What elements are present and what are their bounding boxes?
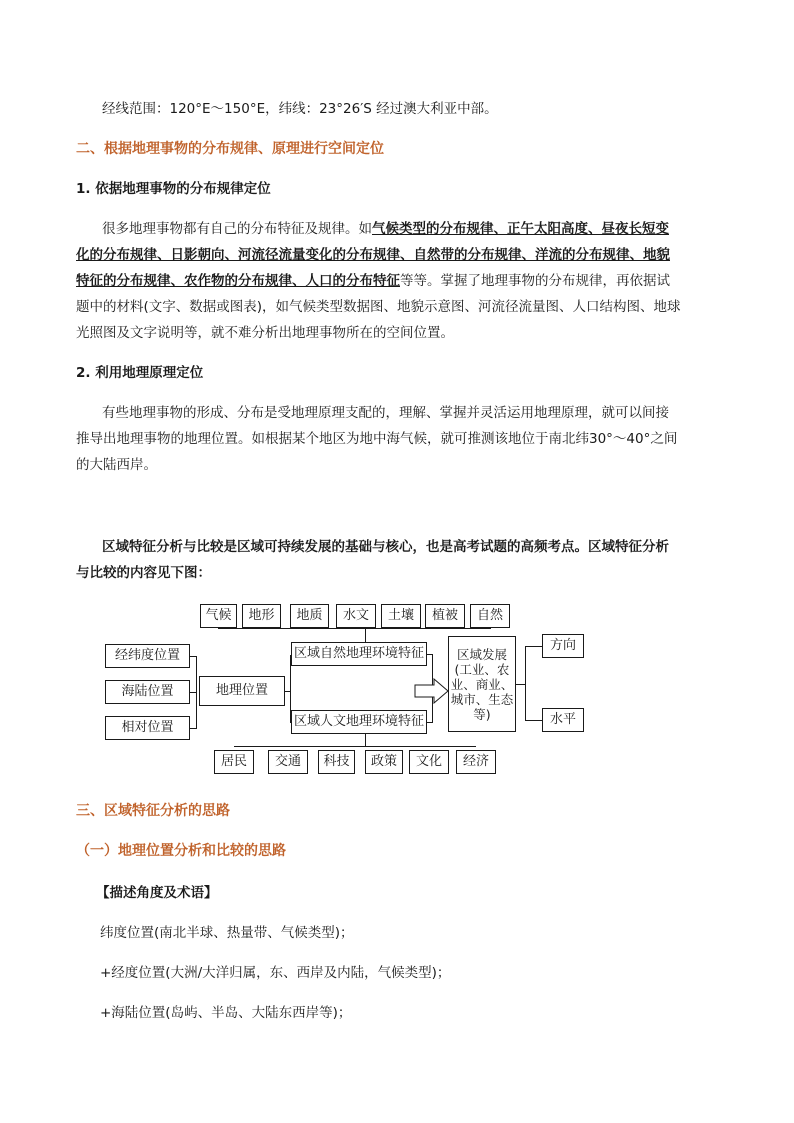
box-lat-long-position: 经纬度位置 [105, 644, 190, 668]
para1-line-3-text: 等等。掌握了地理事物的分布规律，再依据试 [400, 273, 670, 289]
box-climate: 气候 [200, 604, 237, 628]
para1-line-3-emphasis: 特征的分布规律、农作物的分布规律、人口的分布特征 [76, 273, 400, 289]
box-geographic-position: 地理位置 [199, 676, 285, 706]
box-relative-position: 相对位置 [105, 716, 190, 740]
para1-line-3 [76, 268, 724, 294]
subsection-1-title: 1. 依据地理事物的分布规律定位 [76, 181, 271, 197]
development-line-5: 等) [473, 706, 491, 722]
para1-line-2-emphasis: 化的分布规律、日影朝向、河流径流量变化的分布规律、自然带的分布规律、洋流的分布规律、地貌 [76, 247, 670, 263]
development-title: 区域发展 [456, 646, 507, 662]
para2-line-3: 的大陆西岸。 [76, 457, 157, 473]
box-geology: 地质 [290, 604, 329, 628]
box-culture: 文化 [409, 750, 449, 774]
development-line-2: (工业、农 [454, 661, 510, 677]
para1-line-4: 题中的材料(文字、数据或图表)，如气候类型数据图、地貌示意图、河流径流量图、人口结构图、地球 [76, 299, 681, 315]
dev-bracket [525, 646, 526, 721]
intro-line-2: 与比较的内容见下图： [76, 565, 211, 581]
box-technology: 科技 [318, 750, 355, 774]
left-bracket [196, 656, 197, 729]
para2-line-2: 推导出地理事物的地理位置。如根据某个地区为地中海气候，就可推测该地位于南北纬30°～40°之间 [76, 431, 678, 447]
para1-line-1 [76, 216, 724, 242]
section-2-title: 二、根据地理事物的分布规律、原理进行空间定位 [76, 141, 384, 157]
box-economy: 经济 [456, 750, 496, 774]
box-human-environment: 区域人文地理环境特征 [291, 710, 427, 734]
dev-link-direction [525, 646, 542, 647]
box-landform: 地形 [242, 604, 281, 628]
box-vegetation: 植被 [425, 604, 465, 628]
top-connector-drop [365, 628, 366, 642]
list-item-longitude: +经度位置(大洲/大洋归属，东、西岸及内陆，气候类型)； [100, 965, 451, 981]
box-residents: 居民 [214, 750, 254, 774]
para1-line-5: 光照图及文字说明等，就不难分析出地理事物所在的空间位置。 [76, 325, 454, 341]
list-item-land-sea: +海陆位置(岛屿、半岛、大陆东西岸等)； [100, 1005, 352, 1021]
box-level: 水平 [542, 708, 584, 732]
box-regional-development [448, 636, 516, 732]
box-direction: 方向 [542, 634, 584, 658]
section-3-title: 三、区域特征分析的思路 [76, 803, 230, 819]
para1-line-2 [76, 242, 724, 268]
subsection-3-title: （一）地理位置分析和比较的思路 [76, 843, 286, 859]
subsection-2-title: 2. 利用地理原理定位 [76, 365, 204, 381]
description-terms-title: 【描述角度及术语】 [96, 885, 218, 901]
para1-line-1-text: 很多地理事物都有自己的分布特征及规律。如 [102, 221, 372, 237]
box-policy: 政策 [365, 750, 403, 774]
box-hydrology: 水文 [336, 604, 376, 628]
box-land-sea-position: 海陆位置 [105, 680, 190, 704]
longitude-range-text: 经线范围：120°E～150°E，纬线：23°26′S 经过澳大利亚中部。 [102, 101, 498, 117]
paragraph-region-analysis-intro [76, 534, 724, 586]
box-soil: 土壤 [381, 604, 421, 628]
list-item-latitude: 纬度位置(南北半球、热量带、气候类型)； [100, 925, 354, 941]
arrow-right-icon [414, 678, 450, 704]
top-connector [218, 628, 491, 629]
paragraph-geo-principles [76, 400, 724, 478]
development-line-4: 城市、生态 [450, 691, 514, 707]
bottom-connector-rise [365, 734, 366, 746]
paragraph-distribution-rules [76, 216, 724, 346]
box-nature: 自然 [470, 604, 510, 628]
dev-link-level [525, 720, 542, 721]
bottom-connector [234, 746, 476, 747]
box-natural-environment: 区域自然地理环境特征 [291, 642, 427, 666]
para2-line-1: 有些地理事物的形成、分布是受地理原理支配的，理解、掌握并灵活运用地理原理，就可以间接 [102, 405, 669, 421]
para1-line-1-emphasis: 气候类型的分布规律、正午太阳高度、昼夜长短变 [372, 221, 669, 237]
intro-line-1: 区域特征分析与比较是区域可持续发展的基础与核心，也是高考试题的高频考点。区域特征分析 [102, 539, 669, 555]
development-line-3: 业、商业、 [450, 676, 514, 692]
box-transportation: 交通 [268, 750, 308, 774]
